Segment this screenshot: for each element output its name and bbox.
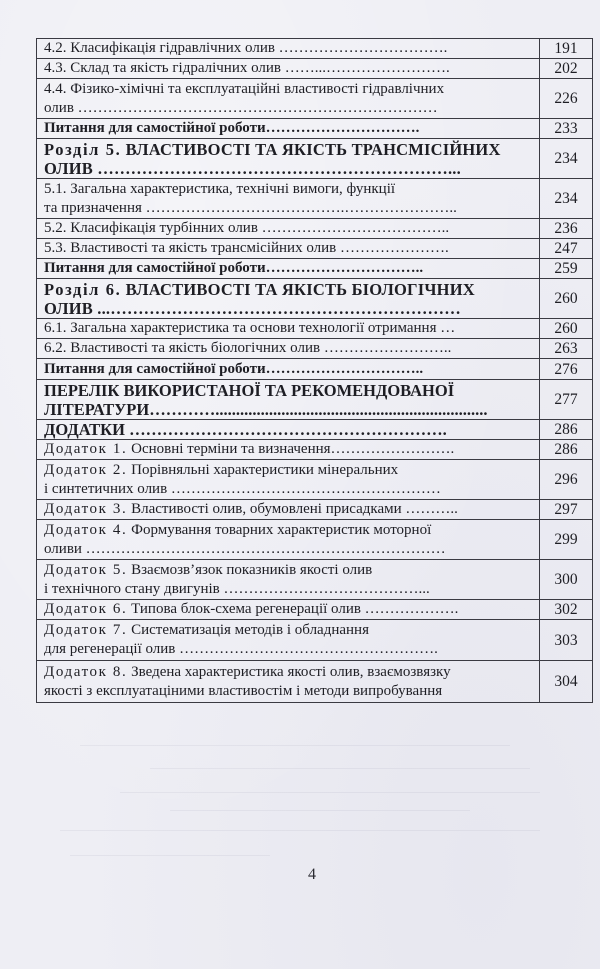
toc-entry-text: 6.2. Властивості та якість біологічних олив …………………….. xyxy=(44,340,452,356)
toc-entry-title-cell xyxy=(37,239,540,259)
toc-entry-text: 4.2. Класифікація гідравлічних олив ……………………………. xyxy=(44,40,448,56)
toc-entry-title-cell xyxy=(37,279,540,319)
toc-entry-text: Питання для самостійної роботи…………………………. xyxy=(44,120,420,136)
toc-row[interactable] xyxy=(37,600,593,620)
toc-entry-title[interactable] xyxy=(44,119,534,138)
bleed-through-line xyxy=(120,792,540,793)
toc-entry-title-cell xyxy=(37,500,540,520)
toc-entry-title[interactable] xyxy=(44,621,534,659)
toc-row[interactable] xyxy=(37,179,593,219)
appendix-label: Додаток 3. xyxy=(44,501,128,517)
toc-row[interactable] xyxy=(37,560,593,600)
toc-entry-title-cell xyxy=(37,119,540,139)
toc-entry-title-cell xyxy=(37,420,540,440)
toc-entry-text: Порівняльні характеристики мінеральних і синтетичних олив ……………………………………………… xyxy=(44,461,441,497)
toc-entry-title[interactable] xyxy=(44,239,534,258)
toc-entry-page[interactable]: 202 xyxy=(540,59,593,79)
toc-row[interactable] xyxy=(37,219,593,239)
table-of-contents xyxy=(36,38,593,703)
toc-row[interactable] xyxy=(37,339,593,359)
toc-row[interactable] xyxy=(37,440,593,460)
toc-row[interactable] xyxy=(37,139,593,179)
toc-entry-title-cell xyxy=(37,440,540,460)
toc-entry-page[interactable]: 260 xyxy=(540,279,593,319)
toc-entry-title[interactable] xyxy=(44,663,534,701)
appendix-label: Додаток 1. xyxy=(44,441,128,457)
toc-entry-title-cell xyxy=(37,600,540,620)
toc-row[interactable] xyxy=(37,59,593,79)
toc-entry-text: Питання для самостійної роботи………………………….. xyxy=(44,260,424,276)
toc-entry-page[interactable]: 234 xyxy=(540,179,593,219)
toc-row[interactable] xyxy=(37,620,593,661)
toc-row[interactable] xyxy=(37,460,593,500)
toc-entry-page[interactable]: 276 xyxy=(540,359,593,380)
toc-entry-page[interactable]: 300 xyxy=(540,560,593,600)
toc-entry-text: 4.4. Фізико-хімічні та експлуатаційні властивості гідравлічних олив ……………………………………………………………… xyxy=(44,80,445,116)
toc-row[interactable] xyxy=(37,319,593,339)
toc-entry-title-cell xyxy=(37,79,540,119)
toc-row[interactable] xyxy=(37,239,593,259)
bleed-through-line xyxy=(150,768,530,769)
toc-entry-title[interactable] xyxy=(44,500,534,519)
toc-entry-text: Взаємозв’язок показників якості олив і технічного стану двигунів …………………………………... xyxy=(44,561,430,597)
toc-entry-title-cell xyxy=(37,620,540,661)
toc-entry-title[interactable] xyxy=(44,440,534,459)
toc-entry-title[interactable] xyxy=(44,219,534,238)
toc-entry-title[interactable] xyxy=(44,339,534,358)
toc-entry-title-cell xyxy=(37,179,540,219)
toc-entry-page[interactable]: 302 xyxy=(540,600,593,620)
toc-entry-page[interactable]: 299 xyxy=(540,520,593,560)
toc-entry-page[interactable]: 247 xyxy=(540,239,593,259)
toc-entry-title[interactable] xyxy=(44,180,534,218)
toc-row[interactable] xyxy=(37,279,593,319)
toc-entry-text: ВЛАСТИВОСТІ ТА ЯКІСТЬ ТРАНСМІСІЙНИХ ОЛИВ ………………………………………………………... xyxy=(44,139,501,178)
toc-row[interactable] xyxy=(37,520,593,560)
toc-entry-title[interactable] xyxy=(44,461,534,499)
toc-entry-page[interactable]: 234 xyxy=(540,139,593,179)
bleed-through-line xyxy=(70,855,270,856)
bleed-through-line xyxy=(170,810,470,811)
toc-entry-title[interactable] xyxy=(44,600,534,619)
toc-entry-text: Типова блок-схема регенерації олив ………………. xyxy=(127,601,459,617)
toc-entry-title[interactable] xyxy=(44,80,534,118)
toc-entry-page[interactable]: 263 xyxy=(540,339,593,359)
toc-entry-title-cell xyxy=(37,139,540,179)
toc-row[interactable] xyxy=(37,500,593,520)
toc-entry-page[interactable]: 304 xyxy=(540,661,593,703)
toc-entry-title[interactable] xyxy=(44,319,534,338)
toc-entry-text: 5.3. Властивості та якість трансмісійних олив …………………. xyxy=(44,240,449,256)
toc-entry-title[interactable] xyxy=(44,280,534,318)
toc-entry-text: ПЕРЕЛІК ВИКОРИСТАНОЇ ТА РЕКОМЕНДОВАНОЇ ЛІТЕРАТУРИ………….................................................................. xyxy=(44,380,488,419)
toc-row[interactable] xyxy=(37,420,593,440)
toc-entry-title-cell xyxy=(37,359,540,380)
toc-row[interactable] xyxy=(37,380,593,420)
toc-entry-page[interactable]: 236 xyxy=(540,219,593,239)
toc-entry-text: Властивості олив, обумовлені присадками ……….. xyxy=(127,501,458,517)
toc-entry-text: Систематизація методів і обладнання для регенерації олив ……………………………………………. xyxy=(44,622,438,657)
toc-entry-title[interactable] xyxy=(44,59,534,78)
toc-entry-title[interactable] xyxy=(44,360,534,379)
page-number: 4 xyxy=(308,866,316,883)
toc-entry-text: Питання для самостійної роботи………………………….. xyxy=(44,360,424,377)
toc-entry-title-cell xyxy=(37,520,540,560)
toc-entry-title-cell xyxy=(37,59,540,79)
toc-entry-title-cell xyxy=(37,219,540,239)
section-label: Розділ 6. xyxy=(44,279,122,299)
toc-entry-page[interactable]: 226 xyxy=(540,79,593,119)
toc-entry-title[interactable] xyxy=(44,561,534,599)
toc-entry-text: 4.3. Склад та якість гідралічних олив ……...……………………. xyxy=(44,60,450,76)
appendix-label: Додаток 5. xyxy=(44,561,128,578)
toc-entry-page[interactable]: 233 xyxy=(540,119,593,139)
toc-entry-title-cell xyxy=(37,661,540,703)
appendix-label: Додаток 4. xyxy=(44,521,128,538)
toc-entry-page[interactable]: 296 xyxy=(540,460,593,500)
toc-entry-text: 5.2. Класифікація турбінних олив ……………………………….. xyxy=(44,220,450,236)
toc-entry-title-cell xyxy=(37,39,540,59)
toc-entry-title-cell xyxy=(37,380,540,420)
toc-entry-page[interactable]: 191 xyxy=(540,39,593,59)
toc-entry-title-cell xyxy=(37,560,540,600)
toc-row[interactable] xyxy=(37,359,593,380)
toc-entry-text: 5.1. Загальна характеристика, технічні вимоги, функції та призначення ………………………………….………………….. xyxy=(44,180,457,216)
appendix-label: Додаток 2. xyxy=(44,461,128,478)
toc-entry-title[interactable] xyxy=(44,140,534,178)
toc-entry-text: Зведена характеристика якості олив, взаємозвязку якості з експлуатаціними властивостім і методи випробування xyxy=(44,663,451,699)
bleed-through-line xyxy=(80,745,510,746)
appendix-label: Додаток 6. xyxy=(44,601,128,617)
toc-row[interactable] xyxy=(37,661,593,703)
toc-row[interactable] xyxy=(37,259,593,279)
toc-entry-title-cell xyxy=(37,339,540,359)
toc-entry-page[interactable]: 286 xyxy=(540,440,593,460)
toc-entry-text: Формування товарних характеристик моторної оливи ……………………………………………………………… xyxy=(44,521,446,557)
toc-entry-title-cell xyxy=(37,460,540,500)
appendix-label: Додаток 7. xyxy=(44,622,128,638)
toc-entry-text: ДОДАТКИ …………………………………………………. xyxy=(44,420,447,439)
toc-entry-page[interactable]: 297 xyxy=(540,500,593,520)
bleed-through-line xyxy=(60,830,540,831)
toc-entry-title-cell xyxy=(37,319,540,339)
toc-row[interactable] xyxy=(37,119,593,139)
toc-entry-text: 6.1. Загальна характеристика та основи технології отримання … xyxy=(44,320,456,336)
toc-entry-title[interactable] xyxy=(44,39,534,58)
toc-body xyxy=(37,39,593,703)
toc-entry-page[interactable]: 259 xyxy=(540,259,593,279)
toc-entry-title[interactable] xyxy=(44,420,534,439)
toc-row[interactable] xyxy=(37,79,593,119)
appendix-label: Додаток 8. xyxy=(44,663,128,680)
toc-entry-text: Основні терміни та визначення……………………. xyxy=(127,441,455,457)
toc-entry-page[interactable]: 277 xyxy=(540,380,593,420)
toc-entry-title[interactable] xyxy=(44,259,534,278)
toc-entry-title-cell xyxy=(37,259,540,279)
toc-entry-title[interactable] xyxy=(44,521,534,559)
toc-entry-page[interactable]: 286 xyxy=(540,420,593,440)
toc-entry-title[interactable] xyxy=(44,381,534,419)
toc-entry-page[interactable]: 303 xyxy=(540,620,593,661)
toc-entry-page[interactable]: 260 xyxy=(540,319,593,339)
section-label: Розділ 5. xyxy=(44,139,122,159)
toc-entry-text: ВЛАСТИВОСТІ ТА ЯКІСТЬ БІОЛОГІЧНИХ ОЛИВ ...……………………………………………………… xyxy=(44,279,475,318)
toc-row[interactable] xyxy=(37,39,593,59)
